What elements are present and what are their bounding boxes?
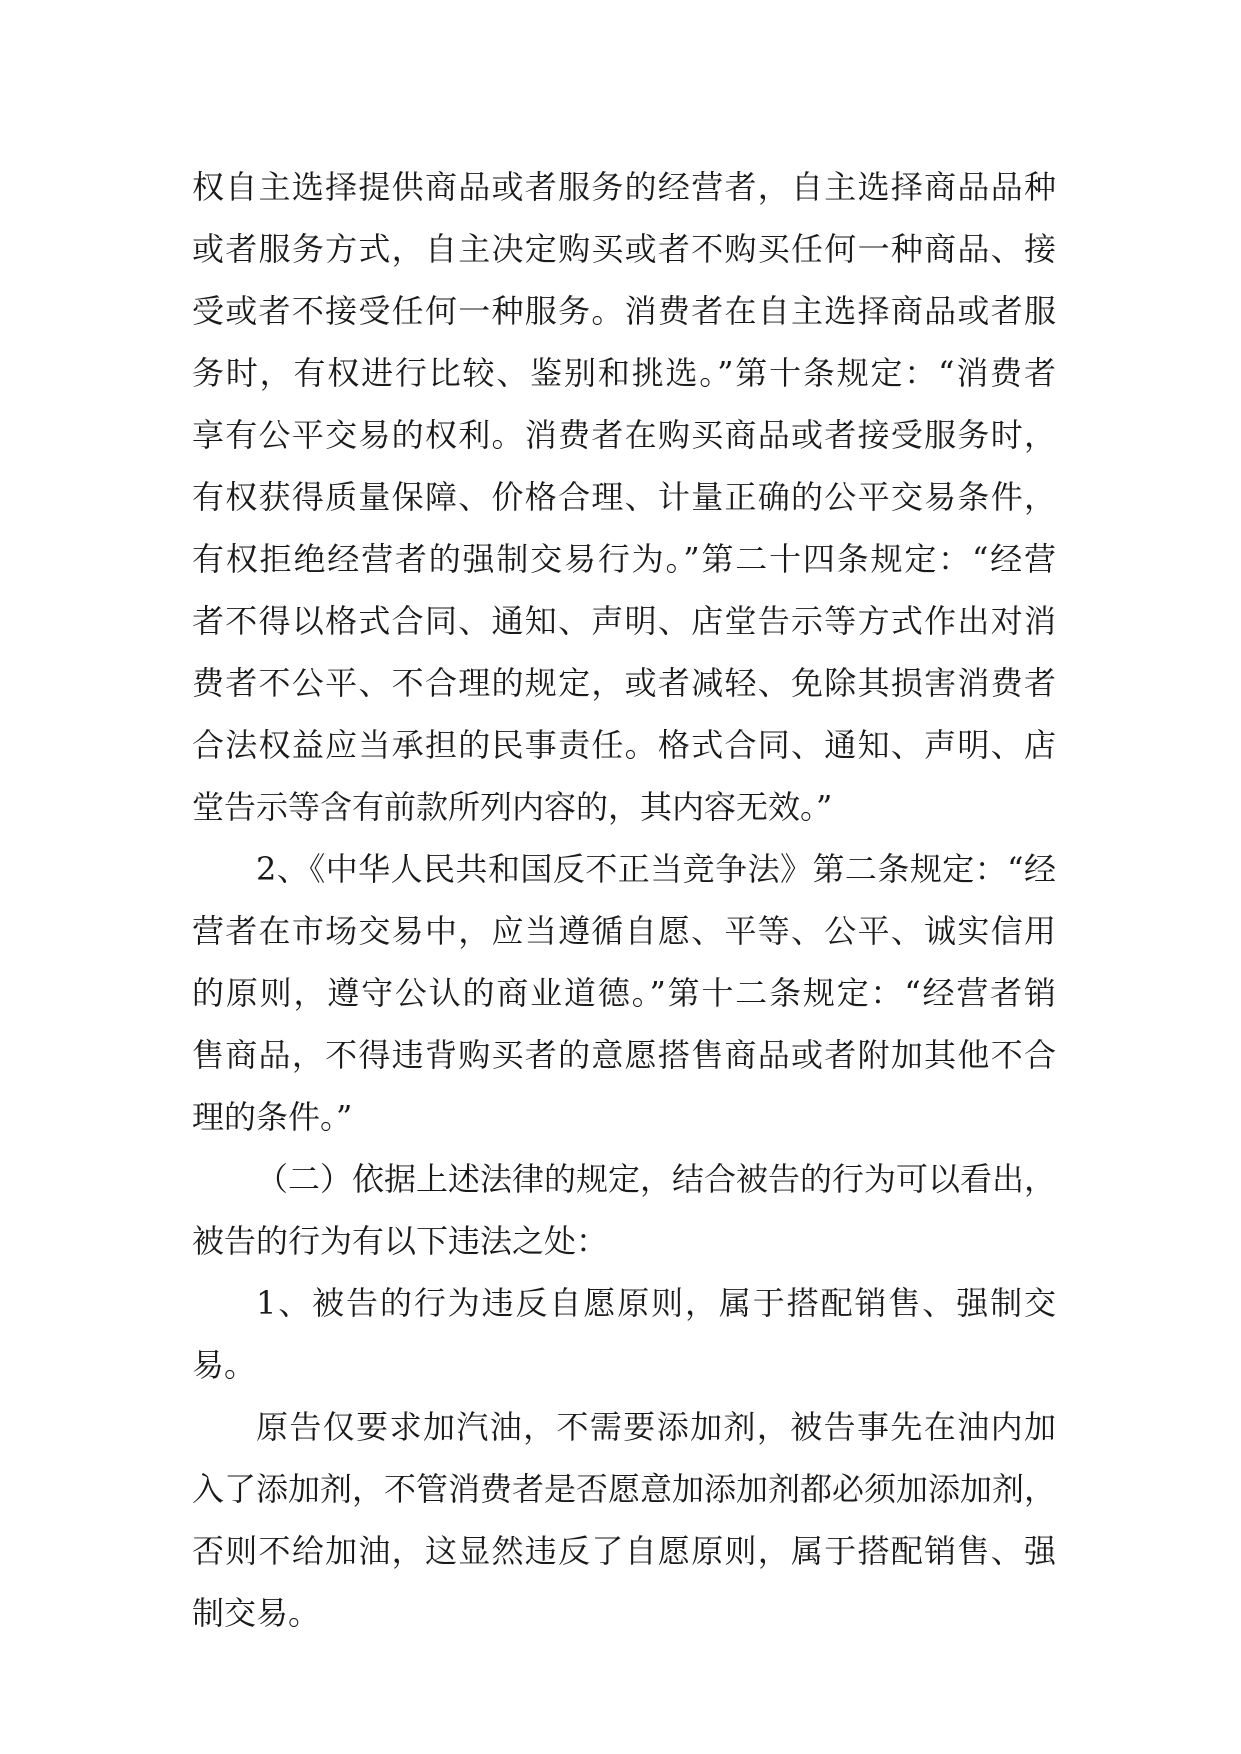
text-line: 有权拒绝经营者的强制交易行为。”第二十四条规定：“经营 <box>192 540 1056 578</box>
text-line: 2、《中华人民共和国反不正当竞争法》第二条规定：“经 <box>256 850 1056 888</box>
text-line: 享有公平交易的权利。消费者在购买商品或者接受服务时， <box>192 416 1056 454</box>
text-line: 1、被告的行为违反自愿原则，属于搭配销售、强制交 <box>256 1284 1056 1322</box>
text-line: 者不得以格式合同、通知、声明、店堂告示等方式作出对消 <box>192 602 1056 640</box>
text-line: 费者不公平、不合理的规定，或者减轻、免除其损害消费者 <box>192 664 1056 702</box>
text-line: 否则不给加油，这显然违反了自愿原则，属于搭配销售、强 <box>192 1532 1056 1570</box>
text-line: 制交易。 <box>192 1594 321 1632</box>
text-line: 权自主选择提供商品或者服务的经营者，自主选择商品品种 <box>192 168 1056 206</box>
text-line: 售商品，不得违背购买者的意愿搭售商品或者附加其他不合 <box>192 1036 1056 1074</box>
text-line: （二）依据上述法律的规定，结合被告的行为可以看出， <box>256 1160 1057 1198</box>
text-line: 原告仅要求加汽油，不需要添加剂，被告事先在油内加 <box>256 1408 1056 1446</box>
text-line: 入了添加剂，不管消费者是否愿意加添加剂都必须加添加剂， <box>192 1470 1057 1508</box>
text-line: 或者服务方式，自主决定购买或者不购买任何一种商品、接 <box>192 230 1056 268</box>
document-body <box>192 156 1056 1644</box>
text-line: 的原则，遵守公认的商业道德。”第十二条规定：“经营者销 <box>192 974 1056 1012</box>
text-line: 被告的行为有以下违法之处： <box>192 1222 609 1260</box>
text-line: 营者在市场交易中，应当遵循自愿、平等、公平、诚实信用 <box>192 912 1056 950</box>
text-line: 理的条件。” <box>192 1098 353 1136</box>
text-line: 有权获得质量保障、价格合理、计量正确的公平交易条件， <box>192 478 1056 516</box>
text-line: 受或者不接受任何一种服务。消费者在自主选择商品或者服 <box>192 292 1056 330</box>
text-line: 务时，有权进行比较、鉴别和挑选。”第十条规定：“消费者 <box>192 354 1056 392</box>
text-line: 堂告示等含有前款所列内容的，其内容无效。” <box>192 788 833 826</box>
text-line: 合法权益应当承担的民事责任。格式合同、通知、声明、店 <box>192 726 1056 764</box>
text-line: 易。 <box>192 1346 257 1384</box>
